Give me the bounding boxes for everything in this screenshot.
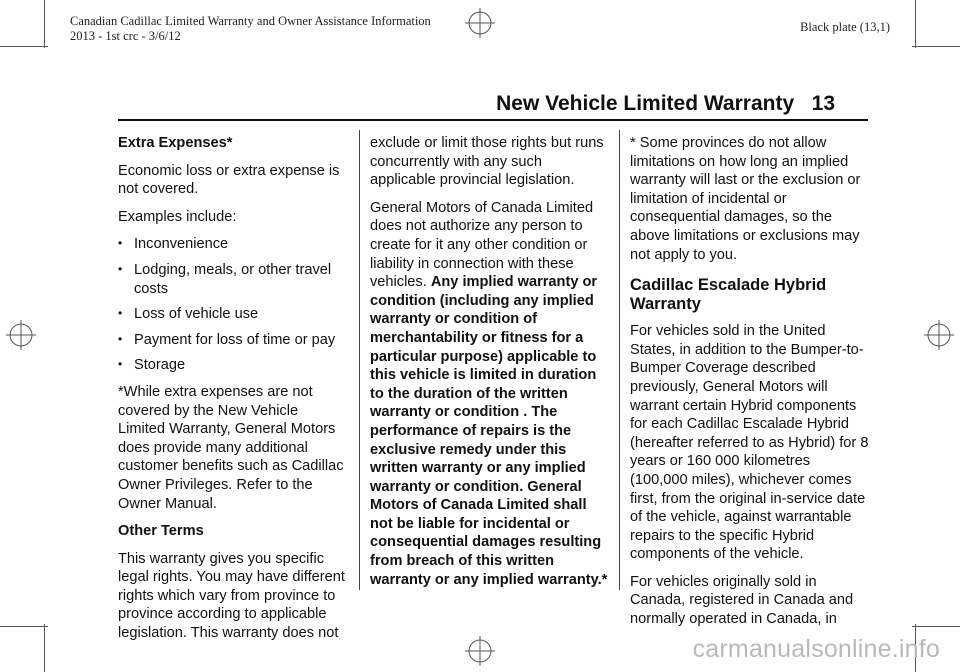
paragraph-implied-warranty <box>370 199 608 589</box>
watermark: carmanualsonline.info <box>692 635 940 663</box>
registration-mark-icon <box>465 636 495 666</box>
plate-label: Black plate (13,1) <box>800 20 890 34</box>
paragraph-canada-hybrid-coverage: For vehicles originally sold in Canada, registered in Canada and normally operated in Canada, in <box>630 573 854 628</box>
examples-list <box>118 235 348 375</box>
column-divider <box>619 130 620 590</box>
heading-escalade-hybrid-warranty: Cadillac Escalade Hybrid Warranty <box>630 276 827 314</box>
bullet-icon: • <box>118 306 123 321</box>
crop-mark <box>912 46 960 47</box>
section-title: New Vehicle Limited Warranty <box>496 92 795 115</box>
bullet-icon: • <box>118 261 123 276</box>
bullet-icon: • <box>118 357 123 372</box>
list-item: • Lodging, meals, or other travel costs <box>118 261 332 297</box>
document-header <box>70 14 431 44</box>
paragraph-exclude-rights: exclude or limit those rights but runs concurrently with any such applicable provincial legislation. <box>370 135 604 189</box>
page-number: 13 <box>811 92 835 115</box>
paragraph-extra-expenses-note: *While extra expenses are not covered by the New Vehicle Limited Warranty, General Motors does provide many additional customer benefits such as Cadillac Owner Privileges. Refer to the Owner Manual. <box>118 383 344 512</box>
bullet-icon: • <box>118 331 123 346</box>
column-3 <box>630 134 870 638</box>
list-item: • Inconvenience <box>118 236 229 253</box>
registration-mark-icon <box>924 320 954 350</box>
registration-mark-icon <box>6 320 36 350</box>
list-item: • Loss of vehicle use <box>118 306 259 323</box>
header-rule <box>118 119 868 121</box>
bullet-icon: • <box>118 236 123 251</box>
crop-mark <box>915 0 916 48</box>
paragraph-province-limitations: * Some provinces do not allow limitations on how long an implied warranty will last or the exclusion or limitation of incidental or consequential damages, so the above limitations or exclusions may not apply to you. <box>630 135 861 263</box>
heading-other-terms: Other Terms <box>118 523 204 540</box>
column-2 <box>370 134 608 598</box>
registration-mark-icon <box>465 8 495 38</box>
implied-warranty-disclaimer: Any implied warranty or condition (including any implied warranty or condition of merchantability or fitness for a particular purpose) applicable to this vehicle is limited in duration to the duration of the written warranty or condition . The performance of repairs is the exclusive remedy under this written warranty or any implied warranty or condition. General Motors of Canada Limited shall not be liable for incidental or consequential damages resulting from breach of this written warranty or any implied warranty.* <box>370 274 608 588</box>
implied-warranty-intro: General Motors of Canada Limited does not authorize any person to create for it any other condition or liability in connection with these vehicles. <box>370 199 594 291</box>
paragraph-legal-rights: This warranty gives you specific legal rights. You may have different rights which vary from province to province according to applicable legislation. This warranty does not <box>118 550 345 642</box>
column-1 <box>118 134 348 652</box>
crop-mark <box>0 626 48 627</box>
running-head <box>496 92 835 116</box>
paragraph-us-hybrid-coverage: For vehicles sold in the United States, in addition to the Bumper-to-Bumper Coverage described previously, General Motors will warrant certain Hybrid components for each Cadillac Escalade Hybrid (hereafter referred to as Hybrid) for 8 years or 160 000 kilometres (100,000 miles), whichever comes first, from the original in-service date of the vehicle, against warrantable repairs to the specific Hybrid components of the vehicle. <box>630 323 869 563</box>
list-item: • Payment for loss of time or pay <box>118 331 336 348</box>
paragraph-examples: Examples include: <box>118 208 237 225</box>
crop-mark <box>44 624 45 672</box>
column-divider <box>359 130 360 590</box>
document-title: Canadian Cadillac Limited Warranty and Owner Assistance Information <box>70 14 431 28</box>
crop-mark <box>44 0 45 48</box>
document-edition: 2013 - 1st crc - 3/6/12 <box>70 29 181 43</box>
list-item: • Storage <box>118 357 186 374</box>
crop-mark <box>912 626 960 627</box>
paragraph-economic-loss: Economic loss or extra expense is not covered. <box>118 162 340 198</box>
crop-mark <box>0 46 48 47</box>
heading-extra-expenses: Extra Expenses* <box>118 135 233 151</box>
